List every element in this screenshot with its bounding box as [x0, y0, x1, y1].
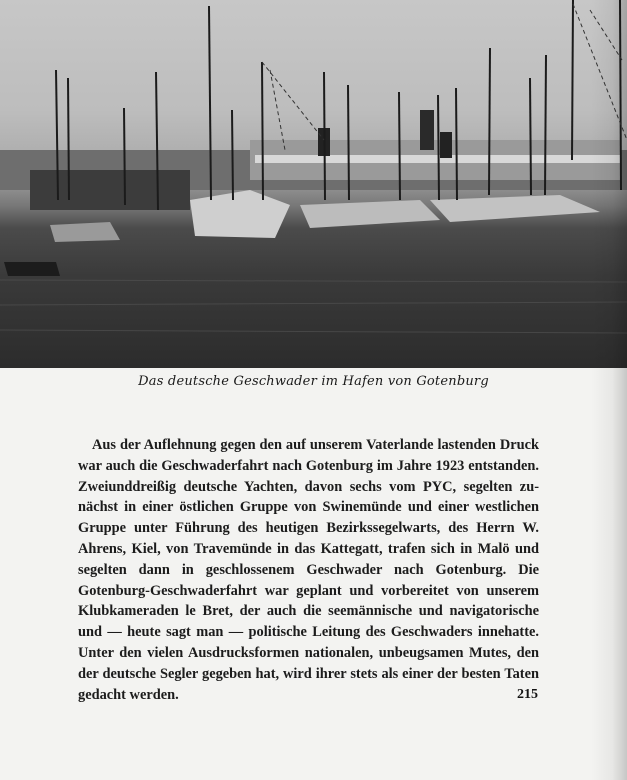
photo-caption: Das deutsche Geschwader im Hafen von Gotenburg	[138, 374, 489, 389]
page-number: 215	[517, 687, 538, 702]
body-text	[78, 435, 539, 705]
harbor-photograph	[0, 0, 627, 368]
harbor-photo-illustration	[0, 0, 627, 368]
body-paragraph: Aus der Auflehnung gegen den auf unserem Vaterlande lastenden Druck war auch die Geschwaderfahrt nach Gotenburg im Jahre 1923 entstanden. Zweiunddreißig deutsche Yachten, davon sechs vom PYC, segelten zunächst in einer östlichen Gruppe von Swinemünde und einer westlichen Gruppe unter Führung des heutigen Bezirkssegelwarts, des Herrn W. Ahrens, Kiel, von Travemünde in das Kattegatt, trafen sich in Malö und segelten dann in geschlossenem Geschwader nach Gotenburg. Die Gotenburg-Geschwaderfahrt war geplant und vorbereitet von unserem Klubkameraden le Bret, der auch die seemännische und navigatorische und — heute sagt man — politische Leitung des Geschwaders innehatte. Unter den vielen Ausdrucksformen nationalen, unbeugsamen Mutes, den der deutsche Segler gegeben hat, wird ihrer stets als einer der besten Taten gedacht werden.	[78, 437, 539, 703]
